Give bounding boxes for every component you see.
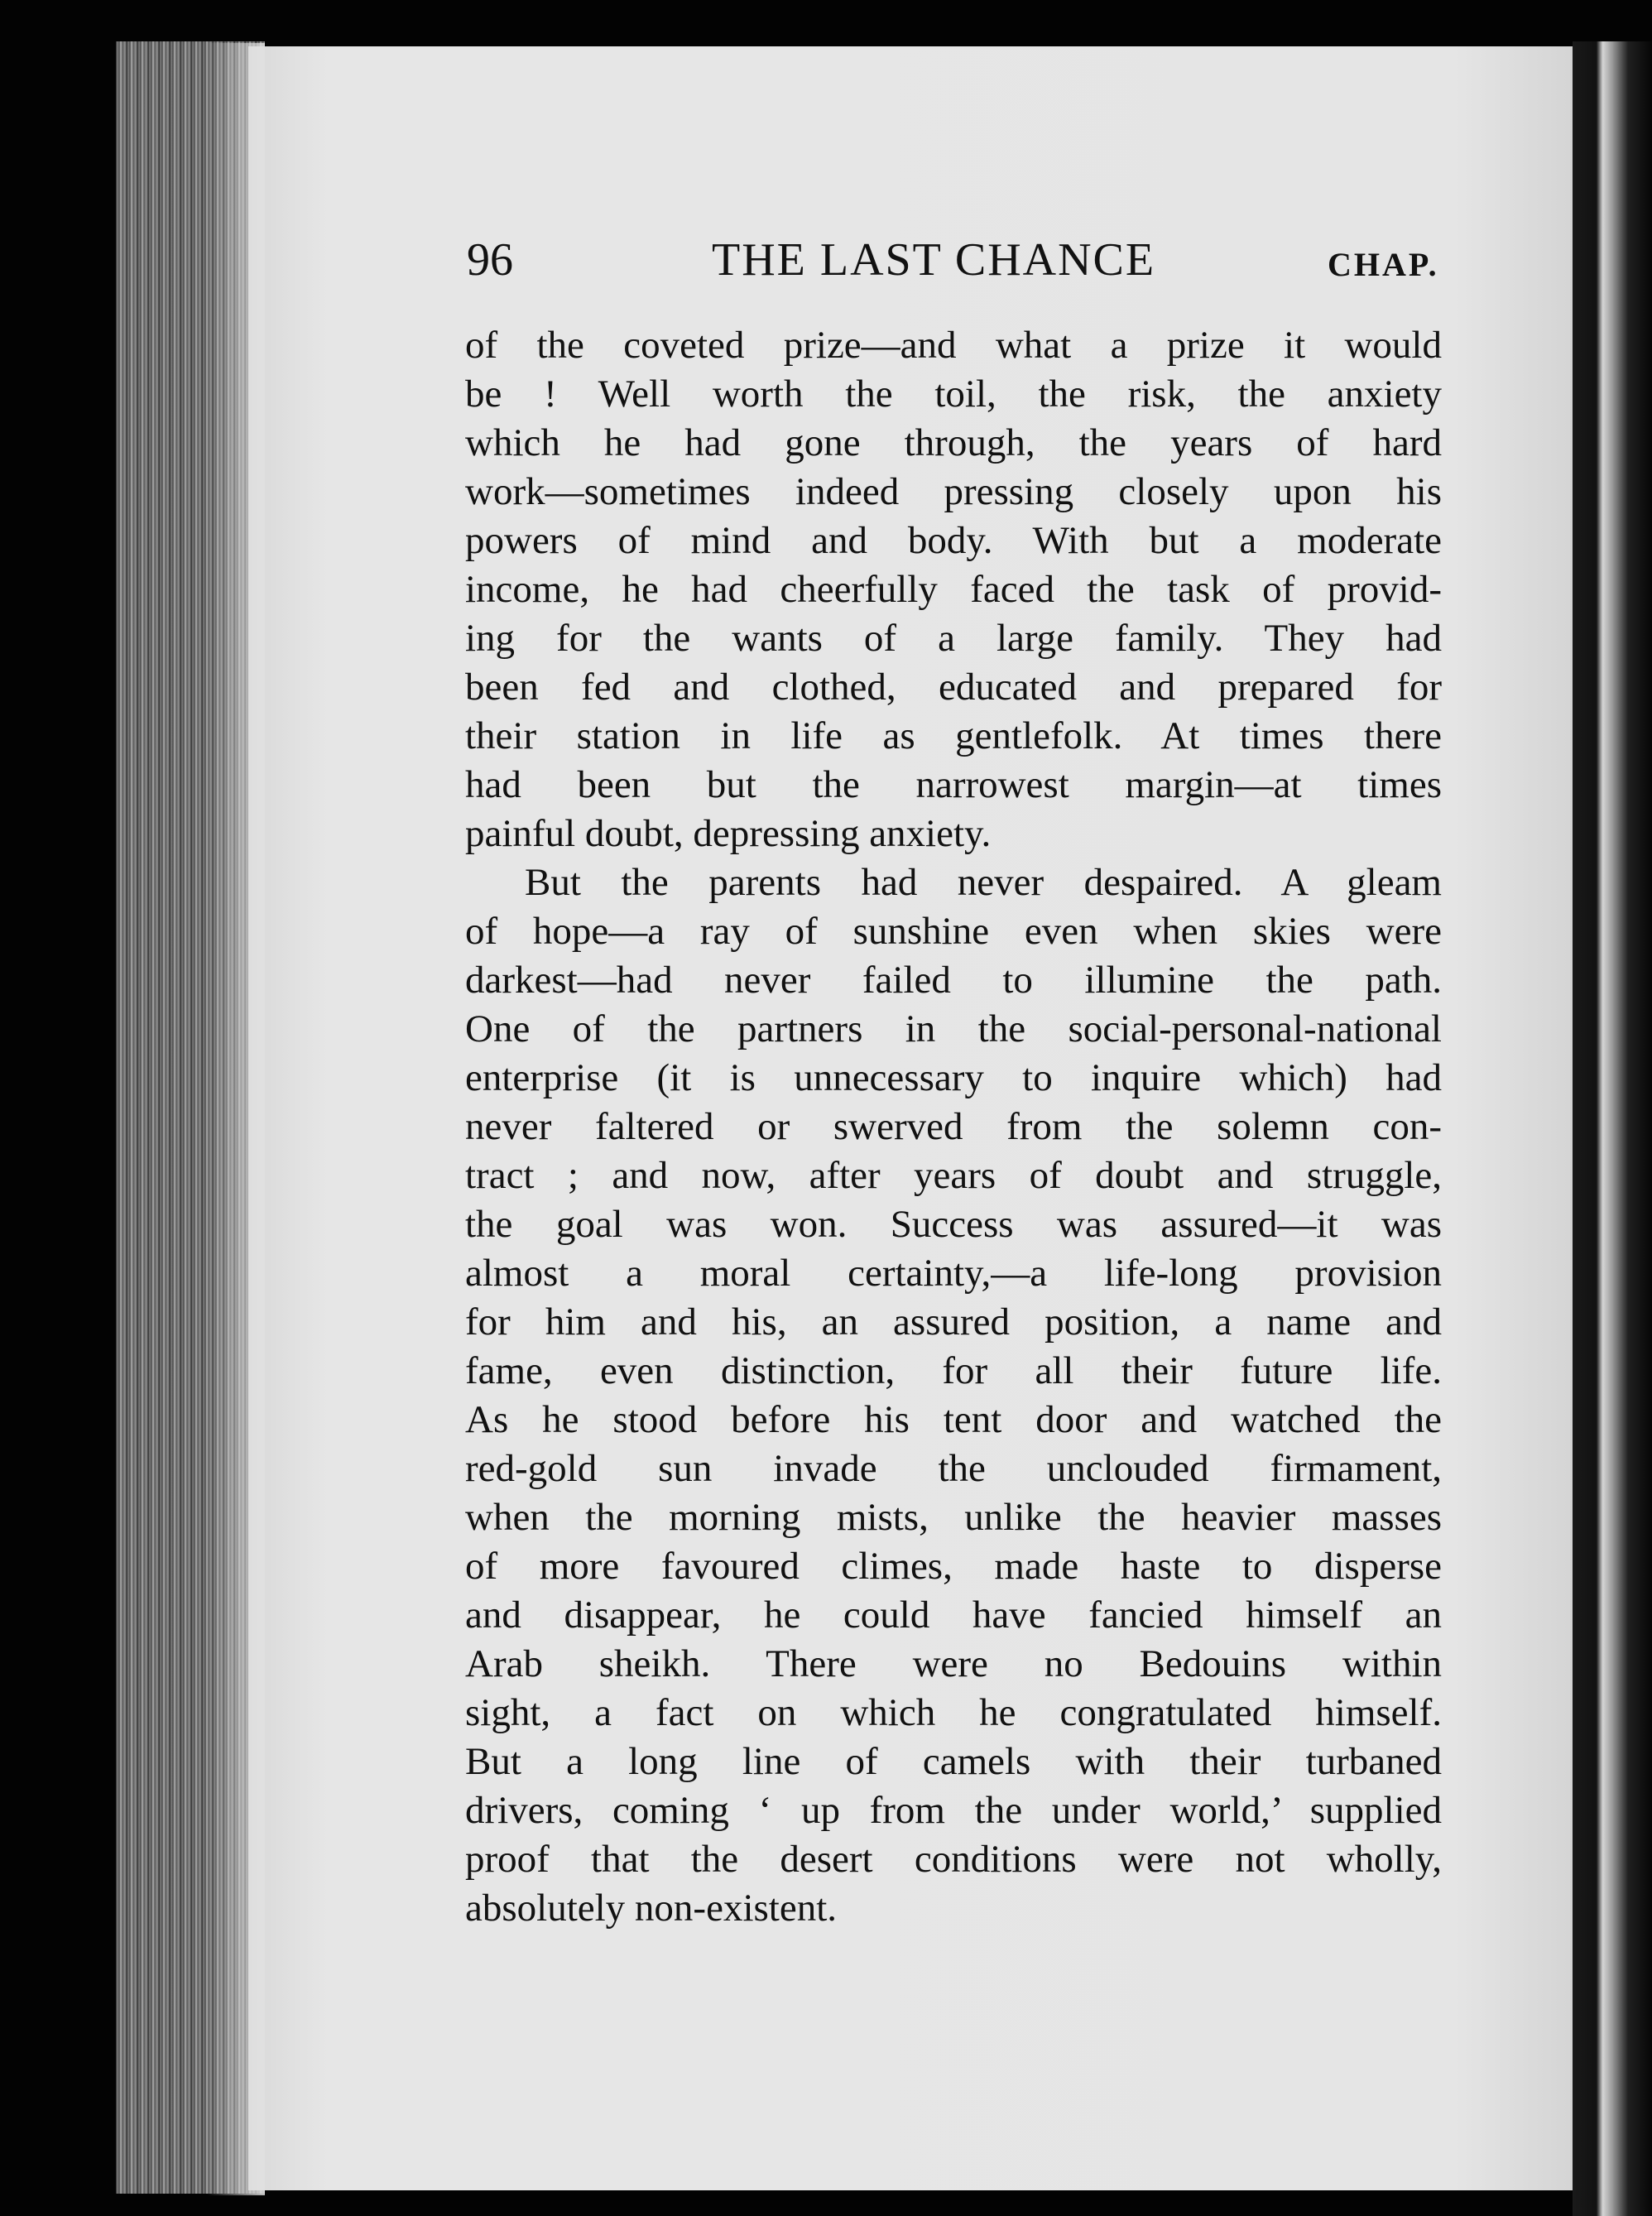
text-line: which he had gone through, the years of hard	[465, 421, 1442, 464]
text-line: tract ; and now, after years of doubt and struggle,	[465, 1154, 1442, 1197]
page-edge-shadow	[207, 43, 265, 2195]
body-text	[465, 321, 1442, 1933]
text-line: enterprise (it is unnecessary to inquire which) had	[465, 1056, 1442, 1099]
text-line: powers of mind and body. With but a moderate	[465, 519, 1442, 562]
book-binding-gutter	[1573, 41, 1652, 2216]
text-line: had been but the narrowest margin—at times	[465, 763, 1442, 806]
text-line: As he stood before his tent door and watched the	[465, 1398, 1442, 1441]
text-line: and disappear, he could have fancied himself an	[465, 1594, 1442, 1637]
chapter-label: CHAP.	[1328, 246, 1439, 283]
text-line: darkest—had never failed to illumine the path.	[465, 959, 1442, 1002]
text-line: absolutely non-existent.	[465, 1887, 838, 1930]
text-line: red-gold sun invade the unclouded firmament,	[465, 1447, 1442, 1490]
text-line: never faltered or swerved from the solemn con-	[465, 1105, 1442, 1148]
text-line: be ! Well worth the toil, the risk, the anxiety	[465, 373, 1442, 416]
text-line: fame, even distinction, for all their future life.	[465, 1349, 1442, 1392]
text-line: ing for the wants of a large family. They had	[465, 617, 1442, 660]
text-line: But the parents had never despaired. A gleam	[525, 861, 1442, 904]
text-line: of more favoured climes, made haste to disperse	[465, 1545, 1442, 1588]
text-line: income, he had cheerfully faced the task of provid-	[465, 568, 1442, 611]
page-header	[467, 228, 1443, 295]
text-line: painful doubt, depressing anxiety.	[465, 812, 992, 855]
text-line: sight, a fact on which he congratulated himself.	[465, 1691, 1442, 1734]
text-line: the goal was won. Success was assured—it was	[465, 1203, 1442, 1246]
page-number: 96	[467, 234, 513, 286]
text-line: work—sometimes indeed pressing closely upon his	[465, 470, 1442, 513]
text-line: for him and his, an assured position, a name and	[465, 1300, 1442, 1344]
text-line: when the morning mists, unlike the heavier masses	[465, 1496, 1442, 1539]
text-line: of hope—a ray of sunshine even when skies were	[465, 910, 1442, 953]
text-line: of the coveted prize—and what a prize it would	[465, 324, 1442, 367]
text-line: But a long line of camels with their turbaned	[465, 1740, 1442, 1783]
text-line: been fed and clothed, educated and prepared for	[465, 666, 1442, 709]
text-line: proof that the desert conditions were not wholly,	[465, 1838, 1442, 1881]
text-line: One of the partners in the social-personal-national	[465, 1007, 1442, 1050]
text-line: their station in life as gentlefolk. At times there	[465, 714, 1442, 757]
running-head-title: THE LAST CHANCE	[712, 234, 1156, 286]
text-line: drivers, coming ‘ up from the under world,’ supplied	[465, 1789, 1442, 1832]
text-line: almost a moral certainty,—a life-long provision	[465, 1252, 1442, 1295]
text-line: Arab sheikh. There were no Bedouins within	[465, 1642, 1442, 1685]
